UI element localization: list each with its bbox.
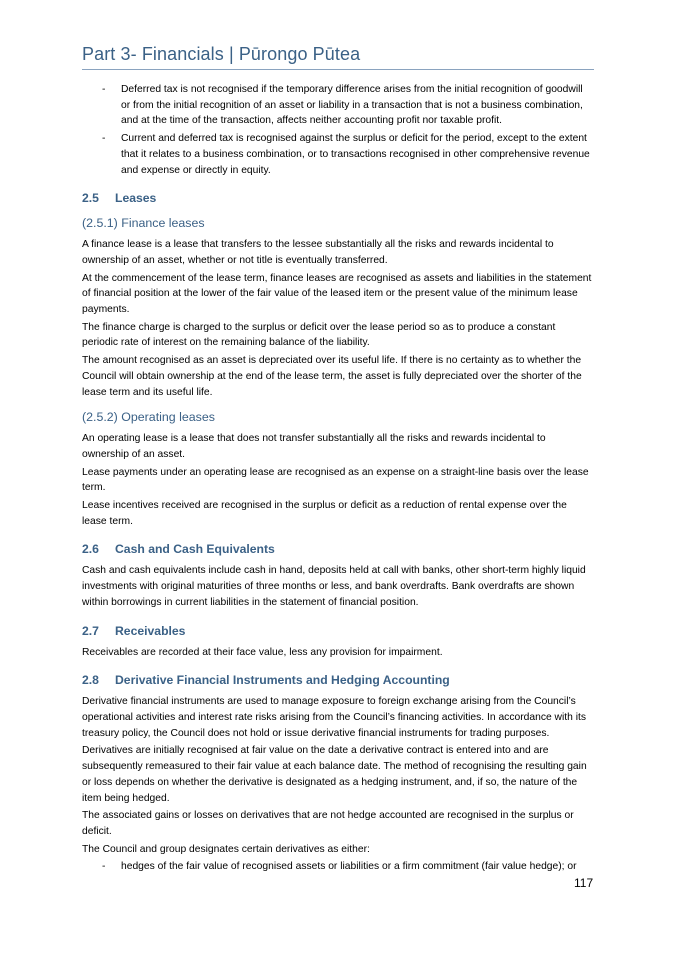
bullet-dash: - bbox=[102, 133, 106, 145]
section-heading-2-5 bbox=[82, 190, 594, 206]
paragraph: Lease incentives received are recognised in the surplus or deficit as a reduction of rental expense over the lease term. bbox=[82, 500, 567, 527]
list-item bbox=[82, 131, 594, 178]
paragraph: Lease payments under an operating lease are recognised as an expense on a straight-line basis over the lease term. bbox=[82, 466, 589, 494]
section-title: Leases bbox=[115, 191, 157, 206]
section-heading-2-8 bbox=[82, 672, 594, 688]
section-number: 2.7 bbox=[82, 623, 99, 638]
list-item bbox=[82, 859, 594, 875]
section-title: Cash and Cash Equivalents bbox=[115, 542, 275, 557]
header-rule bbox=[82, 69, 594, 70]
list-item bbox=[82, 82, 594, 129]
paragraph: Derivatives are initially recognised at fair value on the date a derivative contract is entered into and are subsequently remeasured to their fair value at each balance date. The method of recognising the resulting gain or loss depends on whether the derivative is designated as a hedging instrument, and, if so, the nature of the item being hedged. bbox=[82, 745, 587, 804]
section-title: Receivables bbox=[115, 623, 186, 638]
bullet-text: Current and deferred tax is recognised against the surplus or deficit for the period, except to the extent that it relates to a business combination, or to transactions recognised in other comprehensive revenue and expense or directly in equity. bbox=[121, 133, 590, 176]
bullet-text: Deferred tax is not recognised if the temporary difference arises from the initial recognition of goodwill or from the initial recognition of an asset or liability in a transaction that is not a business combination, and at the time of the transaction, affects neither accounting profit nor taxable profit. bbox=[121, 84, 583, 127]
paragraph: The Council and group designates certain derivatives as either: bbox=[82, 843, 370, 855]
section-number: 2.6 bbox=[82, 542, 99, 557]
paragraph: Receivables are recorded at their face value, less any provision for impairment. bbox=[82, 646, 443, 658]
bullet-text: hedges of the fair value of recognised assets or liabilities or a firm commitment (fair value hedge); or bbox=[121, 861, 577, 873]
bullet-dash: - bbox=[102, 84, 106, 95]
page-content bbox=[82, 82, 594, 877]
paragraph: The associated gains or losses on derivatives that are not hedge accounted are recognised in the surplus or deficit. bbox=[82, 810, 574, 837]
subsection-heading-2-5-1: (2.5.1) Finance leases bbox=[82, 216, 205, 231]
paragraph: A finance lease is a lease that transfers to the lessee substantially all the risks and rewards incidental to ownership of an asset, whether or not title is eventually transferred. bbox=[82, 239, 554, 266]
subsection-heading-2-5-2: (2.5.2) Operating leases bbox=[82, 410, 215, 425]
section-heading-2-6 bbox=[82, 541, 594, 557]
section-number: 2.8 bbox=[82, 673, 99, 688]
paragraph: Cash and cash equivalents include cash in hand, deposits held at call with banks, other short-term highly liquid investments with original maturities of three months or less, and bank overdrafts. Bank overdrafts are shown within borrowings in current liabilities in the statement of financial position. bbox=[82, 565, 586, 608]
section-heading-2-7 bbox=[82, 623, 594, 639]
page-header-title: Part 3- Financials | Pūrongo Pūtea bbox=[82, 44, 361, 64]
section-number: 2.5 bbox=[82, 191, 99, 206]
bullet-dash: - bbox=[102, 861, 106, 873]
section-title: Derivative Financial Instruments and Hedging Accounting bbox=[115, 673, 450, 688]
paragraph: An operating lease is a lease that does not transfer substantially all the risks and rewards incidental to ownership of an asset. bbox=[82, 433, 546, 460]
paragraph: The amount recognised as an asset is depreciated over its useful life. If there is no certainty as to whether the Council will obtain ownership at the end of the lease term, the asset is fully depreciated over the shorter of the lease term and its useful life. bbox=[82, 355, 582, 398]
paragraph: The finance charge is charged to the surplus or deficit over the lease period so as to produce a constant periodic rate of interest on the remaining balance of the liability. bbox=[82, 321, 556, 349]
paragraph: Derivative financial instruments are used to manage exposure to foreign exchange arising from the Council’s operational activities and interest rate risks arising from the Council’s financing activities. In accordance with its treasury policy, the Council does not hold or issue derivative financial instruments for trading purposes. bbox=[82, 696, 587, 739]
page-number: 117 bbox=[574, 876, 594, 890]
paragraph: At the commencement of the lease term, finance leases are recognised as assets and liabilities in the statement of financial position at the lower of the fair value of the leased item or the present value of the minimum lease payments. bbox=[82, 272, 592, 316]
